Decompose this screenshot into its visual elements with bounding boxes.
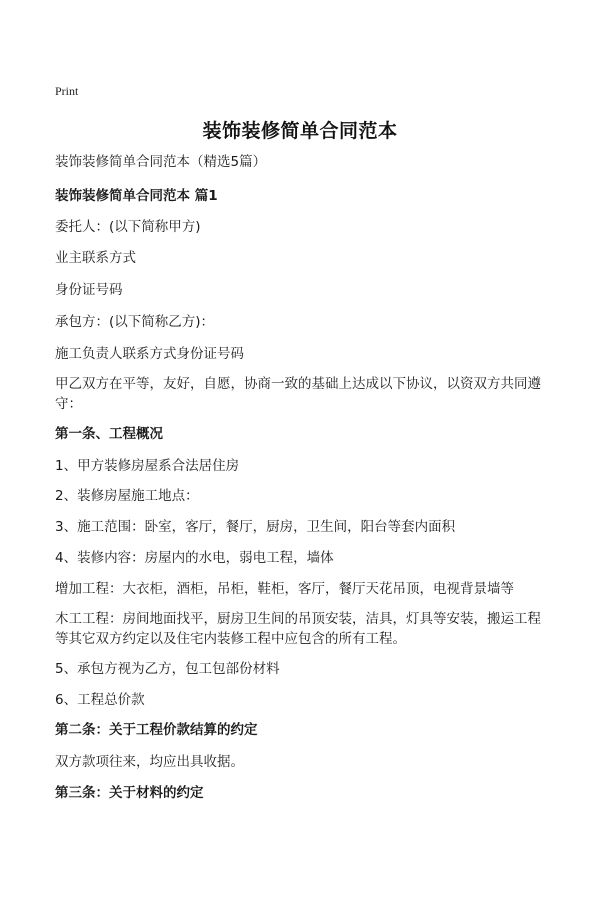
owner-contact-line: 业主联系方式 — [55, 250, 136, 266]
contractor-contact-line: 施工负责人联系方式身份证号码 — [55, 346, 244, 362]
agreement-paragraph: 甲乙双方在平等，友好，自愿，协商一致的基础上达成以下协议，以资双方共同遵守： — [55, 376, 541, 412]
contractor-line: 承包方：(以下简称乙方)： — [55, 314, 215, 330]
section-heading: 装饰装修简单合同范本 篇1 — [55, 188, 218, 204]
extra-work-line: 增加工程：大衣柜，酒柜，吊柜，鞋柜，客厅，餐厅天花吊顶，电视背景墙等 — [55, 581, 514, 597]
item-1: 1、甲方装修房屋系合法居住房 — [55, 458, 240, 474]
item-4: 4、装修内容：房屋内的水电，弱电工程，墙体 — [55, 550, 334, 566]
article1-heading: 第一条、工程概况 — [55, 426, 163, 442]
id-number-line: 身份证号码 — [55, 282, 123, 298]
article2-heading: 第二条：关于工程价款结算的约定 — [55, 722, 258, 738]
carpentry-paragraph: 木工工程：房间地面找平，厨房卫生间的吊顶安装，洁具，灯具等安装，搬运工程等其它双方约定以及住宅内装修工程中应包含的所有工程。 — [55, 611, 541, 647]
client-line: 委托人：(以下简称甲方) — [55, 219, 201, 235]
item-5: 5、承包方视为乙方，包工包部份材料 — [55, 661, 280, 677]
item-3: 3、施工范围：卧室，客厅，餐厅，厨房，卫生间，阳台等套内面积 — [55, 519, 456, 535]
item-6: 6、工程总价款 — [55, 692, 145, 708]
subtitle: 装饰装修简单合同范本（精选5篇） — [55, 154, 267, 170]
document-title: 装饰装修简单合同范本 — [202, 120, 398, 142]
item-2: 2、装修房屋施工地点： — [55, 488, 199, 504]
article2-text: 双方款项往来，均应出具收据。 — [55, 754, 244, 770]
print-label: Print — [55, 84, 79, 98]
article3-heading: 第三条：关于材料的约定 — [55, 785, 204, 801]
